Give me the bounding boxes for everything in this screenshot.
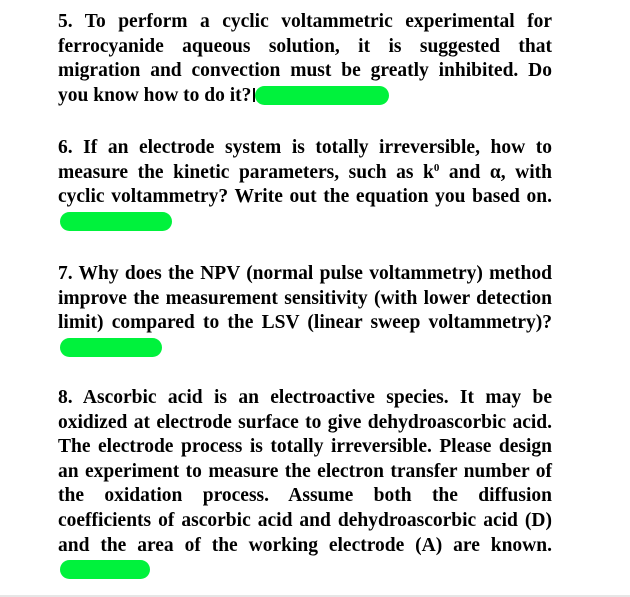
question-7 — [58, 262, 552, 360]
question-6-superscript: 0 — [433, 161, 440, 174]
question-5 — [58, 10, 552, 108]
question-6-text-before: 6. If an electrode system is totally irreversible, how to measure the kinetic parameters, such as k — [58, 137, 552, 183]
answer-redaction-highlight — [255, 86, 389, 105]
question-6 — [58, 136, 552, 234]
question-5-text: 5. To perform a cyclic voltammetric experimental for ferrocyanide aqueous solution, it is suggested that migration and convection must be greatly inhibited. Do you know how to do it? — [58, 11, 552, 106]
question-6-text-after: and α, with cyclic voltammetry? Write out the equation you based on. — [58, 161, 552, 208]
question-8-text: 8. Ascorbic acid is an electroactive species. It may be oxidized at electrode surface to give dehydroascorbic acid. The electrode process is totally irreversible. Please design an experiment to measure the electron transfer number of the oxidation process. Assume both the diffusion coefficients of ascorbic acid and dehydroascorbic acid (D) and the area of the working electrode (A) are known. — [58, 387, 552, 556]
question-7-text: 7. Why does the NPV (normal pulse voltammetry) method improve the measurement sensitivity (with lower detection limit) compared to the LSV (linear sweep voltammetry)? — [58, 263, 552, 334]
answer-redaction-highlight — [60, 338, 162, 357]
answer-redaction-highlight — [60, 212, 172, 231]
question-8 — [58, 386, 552, 583]
answer-redaction-highlight — [60, 560, 150, 579]
